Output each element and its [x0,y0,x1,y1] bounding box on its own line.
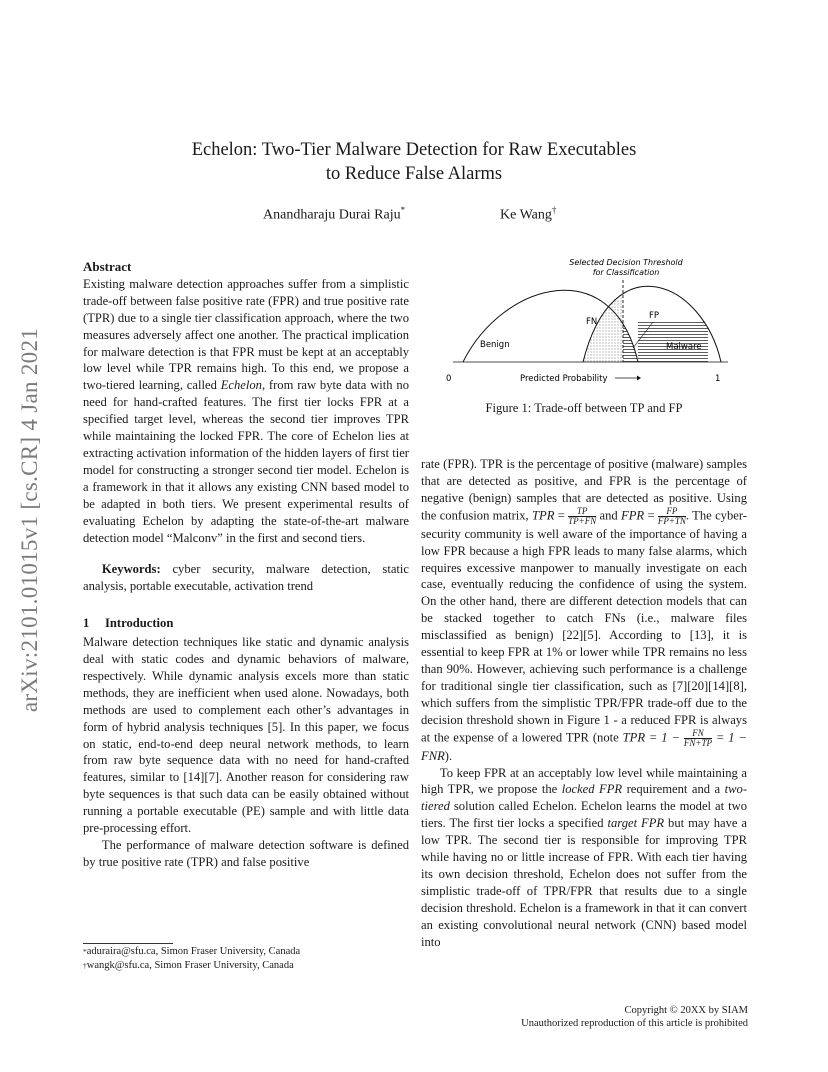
threshold-label-2: for Classification [592,268,660,277]
footnotes [83,945,300,973]
copyright-notice [521,1004,748,1030]
title-line-2: to Reduce False Alarms [325,164,503,184]
right-column [421,456,747,950]
x-max-label: 1 [715,374,721,384]
section-heading-introduction: 1 Introduction [83,616,174,631]
abstract-text: Existing malware detection approaches suffer from a simplistic trade-off between false positive rate (FPR) and true positive rate (TPR) due to a single tier classification approach, where the two measures adversely affect one another. The practical implication for malware detection is that FPR must be kept at an acceptably low level while TPR remains high. To this end, we propose a two-tiered learning, called Echelon, from raw byte data with no need for hand-crafted features. The first tier locks FPR at a specified target level, whereas the second tier improves TPR while maintaining the locked FPR. The core of Echelon lies at extracting activation information of the hidden layers of first tier model for constructing a stronger second tier model. Echelon is a framework in that it allows any existing CNN based model to be adapted in both tiers. We present experimental results of evaluating Echelon by adapting the state-of-the-art malware detection model “Malconv” in the first and second tiers. [83,276,410,545]
right-paragraph-2: To keep FPR at an acceptably low level while maintaining a high TPR, we propose the locked FPR requirement and a two-tiered solution called Echelon. Echelon learns the model at two tiers. The first tier locks a specified target FPR but may have a low TPR. The second tier is responsible for improving TPR while having no or little increase of FPR. With each tier having its own decision threshold, Echelon does not suffer from the simplistic trade-off of TPR/FPR that results due to a single decision threshold. Echelon is a framework in that it can convert an existing convolutional neural network (CNN) based model into [421,765,748,949]
author-2: Ke Wang† [500,205,557,223]
right-paragraph-1: rate (FPR). TPR is the percentage of positive (malware) samples that are detected as positive, and FPR is the percentage of negative (benign) samples that are detected as positive. Using the confusion matrix, TPR = $\frac{TP}{TP+FN}$ and FPR = $\frac{FP}{FP+TN}$ . The cyber-security community is well aware of the importance of having a low FPR because a high FPR leads to many false alarms, which requires excessive manpower to manually investigate on each case, eventually reducing the confidence of using the system. On the other hand, there are different detection models that can be stacked together to catch FNs (i.e., malware files misclassified as benign) [22][5]. According to [13], it is essential to keep FPR at 1% or lower while TPR remains no less than 90%. However, achieving such performance is a challenge for traditional single tier classification, such as [7][20][14][8], which suffers from the simplistic TPR/FPR trade-off due to the decision threshold shown in Figure 1 - a reduced FPR is always at the expense of a lowered TPR (note TPR = 1 − $\frac{FN}{FN+TP}$ = 1 − FNR). [421,457,747,763]
paper-title [0,138,828,186]
tpr-fraction: $\frac{TP}{TP+FN}$ [568,505,597,526]
intro-paragraph-2: The performance of malware detection software is defined by true positive rate (TPR) and false positive [83,838,409,869]
left-column [83,259,409,871]
intro-paragraph-1: Malware detection techniques like static and dynamic analysis deal with static codes and dynamic behaviors of malware, respectively. While dynamic analysis excels more than static methods, they are inefficient when used alone. Nowadays, both methods are used to complement each other’s advantages in form of hybrid analysis techniques [5]. In this paper, we focus on static, end-to-end deep neural network methods, to learn from raw byte sequence data with no need for hand-crafted features, similar to [14][7]. Another reason for considering raw byte sequences is that such data can be easily obtained without running a portable executable (PE) sample and with little data pre-processing effort. [83,635,409,836]
author-1: Anandharaju Durai Raju* [263,205,406,223]
keywords-label: Keywords: [101,562,161,577]
threshold-label-1: Selected Decision Threshold [569,258,683,267]
figure-1-caption: Figure 1: Trade-off between TP and FP [485,401,683,415]
x-axis-arrowhead [637,376,641,381]
benign-label: Benign [480,340,510,350]
x-axis-label: Predicted Probability [520,374,608,384]
figure-1-diagram [443,252,743,392]
footnote-2: †wangk@sfu.ca, Simon Fraser University, Canada [83,960,294,971]
x-min-label: 0 [446,374,452,384]
arxiv-identifier: arXiv:2101.01015v1 [cs.CR] 4 Jan 2021 [17,327,42,713]
malware-label: Malware [666,342,702,352]
fn-label: FN [586,317,598,327]
keywords [83,561,409,595]
footnote-1: *aduraira@sfu.ca, Simon Fraser University, Canada [83,946,301,957]
fpr-fraction: $\frac{FP}{FP+TN}$ [657,505,686,526]
footnote-rule [83,943,173,944]
arxiv-stamp [6,300,54,740]
fp-label: FP [649,311,660,321]
keywords-text: cyber security, malware detection, static analysis, portable executable, activation trend [83,562,409,594]
fnr-fraction: $\frac{FN}{FN+TP}$ [683,727,712,748]
abstract-heading: Abstract [83,259,132,274]
copyright-line-1: Copyright © 20XX by SIAM [624,1005,748,1016]
copyright-line-2: Unauthorized reproduction of this article is prohibited [521,1018,748,1029]
title-line-1: Echelon: Two-Tier Malware Detection for Raw Executables [191,140,637,160]
